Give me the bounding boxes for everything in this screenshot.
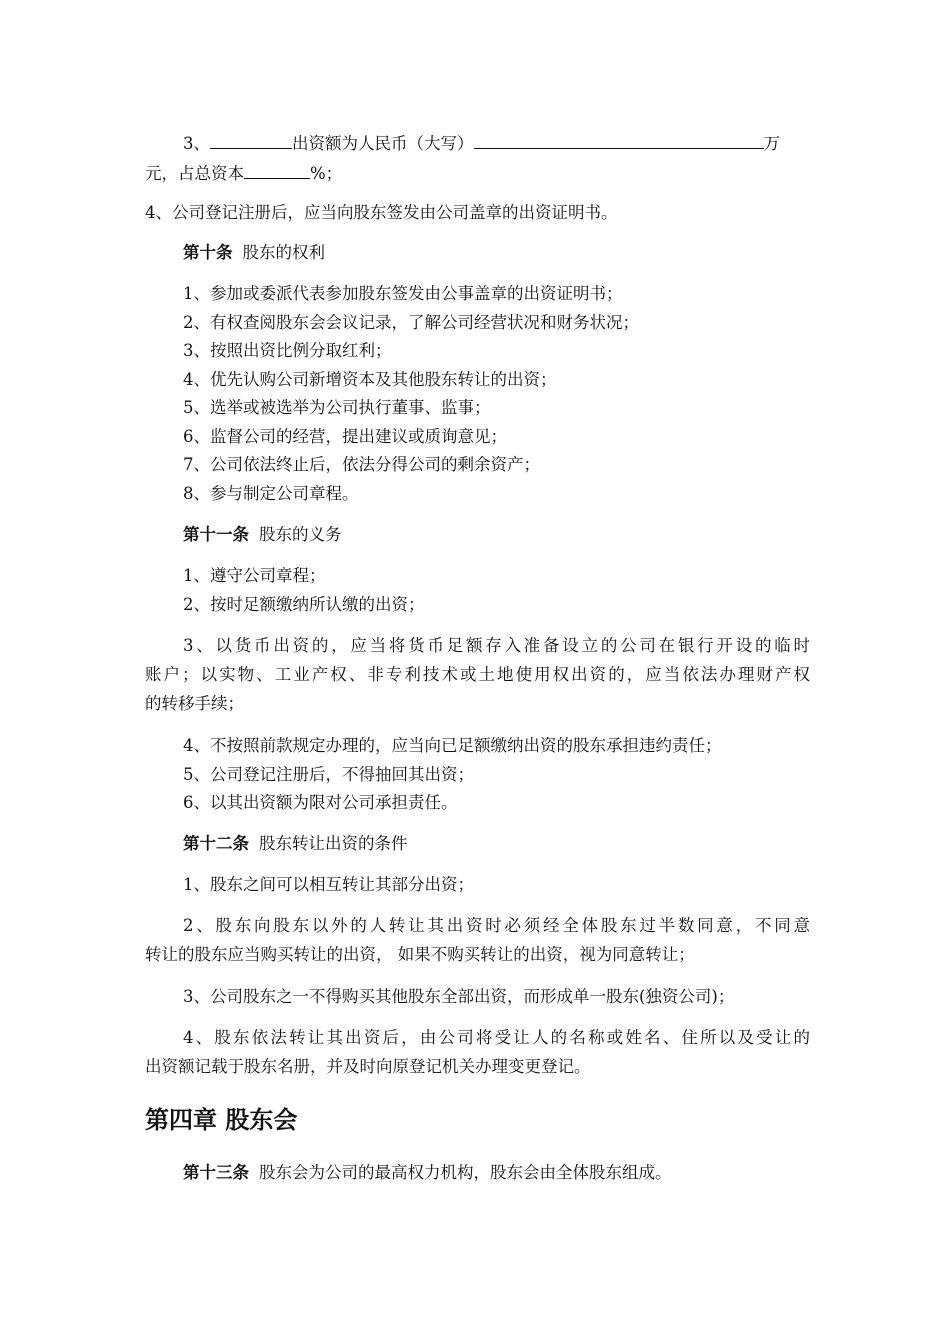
- article-12-item-4-line: 出资额记载于股东名册，并及时向原登记机关办理变更登记。: [145, 1057, 591, 1076]
- article-13-number: 第十三条: [183, 1163, 249, 1182]
- fill-blank-amount-uppercase[interactable]: [474, 132, 764, 149]
- chapter-4-heading: 第四章 股东会: [145, 1106, 298, 1134]
- article-11-item: 5、公司登记注册后，不得抽回其出资；: [183, 765, 474, 784]
- article-10-title: [183, 243, 810, 263]
- fill-blank-percentage[interactable]: [244, 162, 310, 179]
- clause-3-suffix: 万: [763, 134, 780, 153]
- article-13-text: 股东会为公司的最高权力机构，股东会由全体股东组成。: [259, 1163, 672, 1182]
- article-12-heading: 股东转让出资的条件: [259, 834, 408, 853]
- article-10-item: 8、参与制定公司章程。: [183, 484, 359, 503]
- clause-3-prefix: 3、: [183, 134, 210, 153]
- article-12-item-2-line: 转让的股东应当购买转让的出资， 如果不购买转让的出资，视为同意转让；: [145, 945, 695, 964]
- article-12-title: [183, 834, 810, 854]
- article-12-item-2-line: 2、股东向股东以外的人转让其出资时必须经全体股东过半数同意，不同意: [183, 916, 810, 935]
- article-10-item: 5、选举或被选举为公司执行董事、监事；: [183, 398, 491, 417]
- fill-blank-shareholder[interactable]: [210, 132, 292, 149]
- article-10-item: 7、公司依法终止后，依法分得公司的剩余资产；: [183, 455, 540, 474]
- clause-4: 4、公司登记注册后，应当向股东签发由公司盖章的出资证明书。: [145, 203, 618, 222]
- article-11-heading: 股东的义务: [259, 525, 342, 544]
- article-11-item: 1、遵守公司章程；: [183, 566, 326, 585]
- clause-3-line2-prefix: 元，占总资本: [145, 164, 244, 183]
- article-10-item: 3、按照出资比例分取红利；: [183, 341, 392, 360]
- article-13: [183, 1163, 810, 1183]
- clause-3-middle: 出资额为人民币（大写）: [292, 134, 474, 153]
- article-10-number: 第十条: [183, 243, 233, 262]
- clause-3-line2-suffix: %；: [310, 164, 343, 183]
- article-12-number: 第十二条: [183, 834, 249, 853]
- article-10-item: 4、优先认购公司新增资本及其他股东转让的出资；: [183, 370, 557, 389]
- article-10-heading: 股东的权利: [242, 243, 325, 262]
- article-12-item-1: 1、股东之间可以相互转让其部分出资；: [183, 875, 474, 894]
- clause-3-line-2: [145, 162, 810, 184]
- article-12-item-3: 3、公司股东之一不得购买其他股东全部出资，而形成单一股东(独资公司)；: [183, 987, 735, 1006]
- article-11-item: 4、不按照前款规定办理的，应当向已足额缴纳出资的股东承担违约责任；: [183, 736, 722, 755]
- article-11-item-3-line: 3、以货币出资的，应当将货币足额存入准备设立的公司在银行开设的临时: [183, 636, 810, 655]
- article-11-title: [183, 525, 810, 545]
- article-11-item: 6、以其出资额为限对公司承担责任。: [183, 793, 458, 812]
- article-10-item: 1、参加或委派代表参加股东签发由公事盖章的出资证明书；: [183, 284, 623, 303]
- article-10-item: 6、监督公司的经营，提出建议或质询意见；: [183, 427, 507, 446]
- article-10-item: 2、有权查阅股东会会议记录，了解公司经营状况和财务状况；: [183, 313, 639, 332]
- article-11-item-3-line: 账户；以实物、工业产权、非专利技术或土地使用权出资的，应当依法办理财产权: [145, 665, 810, 684]
- article-12-item-4-line: 4、股东依法转让其出资后，由公司将受让人的名称或姓名、住所以及受让的: [183, 1028, 810, 1047]
- article-11-item-3-line: 的转移手续；: [145, 694, 244, 713]
- clause-3-line-1: [183, 132, 810, 154]
- article-11-item: 2、按时足额缴纳所认缴的出资；: [183, 595, 425, 614]
- article-11-number: 第十一条: [183, 525, 249, 544]
